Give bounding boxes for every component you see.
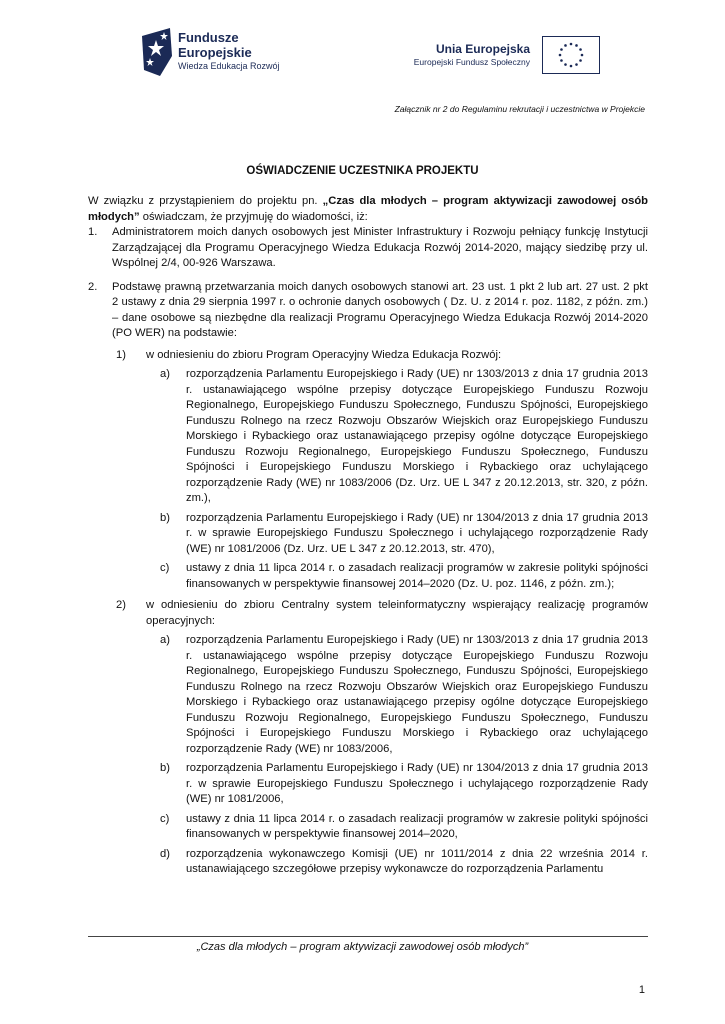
eu-star-icon — [575, 63, 578, 66]
eu-star-icon — [560, 59, 563, 62]
sub-list-item: 1) w odniesieniu do zbioru Program Operacyjny Wiedza Edukacja Rozwój: a) rozporządzenia Parlamentu Europejskiego i Rady (UE) nr 1303/2013 z dnia 17 grudnia 2013 r. ustanawiającego wspólne przepisy dotyczące Europejskiego Funduszu Rozwoju Regionalnego, Europejskiego Funduszu Społecznego, Funduszu Spójności, Europejskiego Funduszu Rolnego na rzecz Rozwoju Obszarów Wiejskich oraz Europejskiego Funduszu Morskiego i Rybackiego oraz ustanawiającego przepisy ogólne dotyczące Europejskiego Funduszu Rozwoju Regionalnego, Europejskiego Funduszu Społecznego, Funduszu Spójności i Europejskiego Funduszu Morskiego i Rybackiego oraz uchylającego rozporządzenie Rady (WE) nr 1083/2006 (Dz. Urz. UE L 347 z 20.12.2013, str. 320, z późn. zm.), b) rozporządzenia Parlamentu Europejskiego i Rady (UE) nr 1304/2013 z dnia 17 grudnia 2013 r. w sprawie Europejskiego Funduszu Społecznego i uchylającego rozporządzenie Rady (WE) nr 1081/2006 (Dz. Urz. UE L 347 z 20.12.2013, str. 470), c) ustawy z dnia 11 lipca 2014 r. o zasadach realizacji programów w zakresie polityki spójności finansowanych w perspektywie finansowej 2014–2020 (Dz. U. poz. 1146, z późn. zm.); — [116, 348, 648, 593]
eu-star-icon — [579, 59, 582, 62]
fe-logo-line2: Europejskie — [178, 45, 252, 60]
point-item: d) rozporządzenia wykonawczego Komisji (UE) nr 1011/2014 z dnia 22 września 2014 r. ustanawiającego szczegółowe przepisy wykonawcze do rozporządzenia Parlamentu — [160, 847, 648, 875]
list-item: 1. Administratorem moich danych osobowych jest Minister Infrastruktury i Rozwoju pełniący funkcję Instytucji Zarządzającej dla Programu Operacyjnego Wiedza Edukacja Rozwój 2014-2020, mający siedzibę przy ul. Wspólnej 2/4, 00-926 Warszawa. — [88, 226, 648, 269]
ue-logo-line1: Unia Europejska — [435, 42, 530, 56]
eu-flag-icon — [542, 36, 600, 74]
fundusze-europejskie-logo — [140, 26, 300, 82]
point-item: b) rozporządzenia Parlamentu Europejskiego i Rady (UE) nr 1304/2013 z dnia 17 grudnia 2013 r. w sprawie Europejskiego Funduszu Społecznego i uchylającego rozporządzenie Rady (WE) nr 1081/2006 (Dz. Urz. UE L 347 z 20.12.2013, str. 470), — [160, 511, 648, 555]
eu-star-icon — [570, 43, 573, 46]
point-item: c) ustawy z dnia 11 lipca 2014 r. o zasadach realizacji programów w zakresie polityki spójności finansowanych w perspektywie finansowej 2014–2020, — [160, 812, 648, 840]
page-number: 1 — [638, 984, 645, 996]
list-item: 2. Podstawę prawną przetwarzania moich danych osobowych stanowi art. 23 ust. 1 pkt 2 lub art. 27 ust. 2 pkt 2 ustawy z dnia 29 sierpnia 1997 r. o ochronie danych osobowych ( Dz. U. z 2014 r. poz. 1182, z późn. zm.) – dane osobowe są niezbędne dla realizacji Programu Operacyjnego Wiedza Edukacja Rozwój 2014-2020 (PO WER) na podstawie: 1) w odniesieniu do zbioru Program Operacyjny Wiedza Edukacja Rozwój: a) rozporządzenia Parlamentu Europejskiego i Rady (UE) nr 1303/2013 z dnia 17 grudnia 2013 r. ustanawiającego wspólne przepisy dotyczące Europejskiego Funduszu Rozwoju Regionalnego, Europejskiego Funduszu Społecznego, Funduszu Spójności, Europejskiego Funduszu Rolnego na rzecz Rozwoju Obszarów Wiejskich oraz Europejskiego Funduszu Morskiego i Rybackiego oraz ustanawiającego przepisy ogólne dotyczące Europejskiego Funduszu Rozwoju Regionalnego, Europejskiego Funduszu Społecznego, Funduszu Spójności i Europejskiego Funduszu Morskiego i Rybackiego oraz uchylającego rozporządzenie Rady (WE) nr 1083/2006 (Dz. Urz. UE L 347 z 20.12.2013, str. 320, z późn. zm.), b) rozporządzenia Parlamentu Europejskiego i Rady (UE) nr 1304/2013 z dnia 17 grudnia 2013 r. w sprawie Europejskiego Funduszu Społecznego i uchylającego rozporządzenie Rady (WE) nr 1081/2006 (Dz. Urz. UE L 347 z 20.12.2013, str. 470), c) ustawy z dnia 11 lipca 2014 r. o zasadach realizacji programów w zakresie polityki spójności finansowanych w perspektywie finansowej 2014–2020 (Dz. U. poz. 1146, z późn. zm.); 2) w odniesieniu do zbioru Centralny system teleinformatyczny wspierający realizację programów operacyjnych: a) rozporządzenia Parlamentu Europejskiego i Rady (UE) nr 1303/2013 z dnia 17 grudnia 2013 r. ustanawiającego wspólne przepisy dotyczące Europejskiego Funduszu Rozwoju Regionalnego, Europejskiego Funduszu Społecznego, Funduszu Spójności, Europejskiego Funduszu Rolnego na rzecz Rozwoju Obszarów Wiejskich oraz Europejskiego Funduszu Morskiego i Rybackiego oraz ustanawiającego przepisy ogólne dotyczące Europejskiego Funduszu Rozwoju Regionalnego, Europejskiego Funduszu Społecznego, Funduszu Spójności i Europejskiego Funduszu Morskiego i Rybackiego oraz uchylającego rozporządzenie Rady (WE) nr 1083/2006, b) rozporządzenia Parlamentu Europejskiego i Rady (UE) nr 1304/2013 z dnia 17 grudnia 2013 r. w sprawie Europejskiego Funduszu Społecznego i uchylającego rozporządzenie Rady (WE) nr 1081/2006, c) ustawy z dnia 11 lipca 2014 r. o zasadach realizacji programów w zakresie polityki spójności finansowanych w perspektywie finansowej 2014–2020, d) rozporządzenia wykonawczego Komisji (UE) nr 1011/2014 z dnia 22 września 2014 r. ustanawiającego szczegółowe przepisy wykonawcze do rozporządzenia Parlamentu — [88, 280, 648, 878]
eu-star-icon — [579, 48, 582, 51]
eu-star-icon — [581, 54, 584, 57]
document-body — [88, 194, 648, 886]
annex-note: Załącznik nr 2 do Regulaminu rekrutacji i uczestnictwa w Projekcie — [394, 104, 645, 114]
point-item: a) rozporządzenia Parlamentu Europejskiego i Rady (UE) nr 1303/2013 z dnia 17 grudnia 2013 r. ustanawiającego wspólne przepisy dotyczące Europejskiego Funduszu Rozwoju Regionalnego, Europejskiego Funduszu Społecznego, Funduszu Spójności, Europejskiego Funduszu Rolnego na rzecz Rozwoju Obszarów Wiejskich oraz Europejskiego Funduszu Morskiego i Rybackiego oraz ustanawiającego przepisy ogólne dotyczące Europejskiego Funduszu Rozwoju Regionalnego, Europejskiego Funduszu Społecznego, Funduszu Spójności i Europejskiego Funduszu Morskiego i Rybackiego oraz uchylającego rozporządzenie Rady (WE) nr 1083/2006, — [160, 634, 648, 755]
point-item: b) rozporządzenia Parlamentu Europejskiego i Rady (UE) nr 1304/2013 z dnia 17 grudnia 2013 r. w sprawie Europejskiego Funduszu Społecznego i uchylającego rozporządzenie Rady (WE) nr 1081/2006, — [160, 762, 648, 805]
sub-list-item: 2) w odniesieniu do zbioru Centralny system teleinformatyczny wspierający realizację programów operacyjnych: a) rozporządzenia Parlamentu Europejskiego i Rady (UE) nr 1303/2013 z dnia 17 grudnia 2013 r. ustanawiającego wspólne przepisy dotyczące Europejskiego Funduszu Rozwoju Regionalnego, Europejskiego Funduszu Społecznego, Funduszu Spójności, Europejskiego Funduszu Rolnego na rzecz Rozwoju Obszarów Wiejskich oraz Europejskiego Funduszu Morskiego i Rybackiego oraz ustanawiającego przepisy ogólne dotyczące Europejskiego Funduszu Rozwoju Regionalnego, Europejskiego Funduszu Społecznego, Funduszu Spójności i Europejskiego Funduszu Morskiego i Rybackiego oraz uchylającego rozporządzenie Rady (WE) nr 1083/2006, b) rozporządzenia Parlamentu Europejskiego i Rady (UE) nr 1304/2013 z dnia 17 grudnia 2013 r. w sprawie Europejskiego Funduszu Społecznego i uchylającego rozporządzenie Rady (WE) nr 1081/2006, c) ustawy z dnia 11 lipca 2014 r. o zasadach realizacji programów w zakresie polityki spójności finansowanych w perspektywie finansowej 2014–2020, d) rozporządzenia wykonawczego Komisji (UE) nr 1011/2014 z dnia 22 września 2014 r. ustanawiającego szczegółowe przepisy wykonawcze do rozporządzenia Parlamentu — [116, 598, 648, 878]
eu-star-icon — [575, 44, 578, 47]
eu-star-icon — [564, 44, 567, 47]
point-item: c) ustawy z dnia 11 lipca 2014 r. o zasadach realizacji programów w zakresie polityki spójności finansowanych w perspektywie finansowej 2014–2020 (Dz. U. poz. 1146, z późn. zm.); — [160, 562, 648, 590]
ue-logo-line2: Europejski Fundusz Społeczny — [413, 57, 530, 67]
fe-star-flag-icon — [140, 26, 174, 78]
footer-divider — [88, 936, 648, 937]
eu-star-icon — [564, 63, 567, 66]
unia-europejska-logo — [400, 36, 600, 78]
footer-project-name: „Czas dla młodych – program aktywizacji zawodowej osób młodych” — [196, 941, 529, 953]
eu-star-icon — [570, 65, 573, 68]
eu-star-icon — [559, 54, 562, 57]
project-name: „Czas dla młodych – program aktywizacji zawodowej osób młodych” — [88, 195, 648, 223]
intro-paragraph: W związku z przystąpieniem do projektu pn. „Czas dla młodych – program aktywizacji zawodowej osób młodych” oświadczam, że przyjmuję do wiadomości, iż: — [88, 195, 648, 223]
fe-logo-line1: Fundusze — [178, 30, 239, 45]
eu-star-icon — [560, 48, 563, 51]
document-title: OŚWIADCZENIE UCZESTNIKA PROJEKTU — [246, 165, 479, 177]
fe-logo-line3: Wiedza Edukacja Rozwój — [178, 61, 280, 71]
point-item: a) rozporządzenia Parlamentu Europejskiego i Rady (UE) nr 1303/2013 z dnia 17 grudnia 2013 r. ustanawiającego wspólne przepisy dotyczące Europejskiego Funduszu Rozwoju Regionalnego, Europejskiego Funduszu Społecznego, Funduszu Spójności, Europejskiego Funduszu Rolnego na rzecz Rozwoju Obszarów Wiejskich oraz Europejskiego Funduszu Morskiego i Rybackiego oraz ustanawiającego przepisy ogólne dotyczące Europejskiego Funduszu Rozwoju Regionalnego, Europejskiego Funduszu Społecznego, Funduszu Spójności i Europejskiego Funduszu Morskiego i Rybackiego oraz uchylającego rozporządzenie Rady (WE) nr 1083/2006 (Dz. Urz. UE L 347 z 20.12.2013, str. 320, z późn. zm.), — [160, 368, 648, 504]
